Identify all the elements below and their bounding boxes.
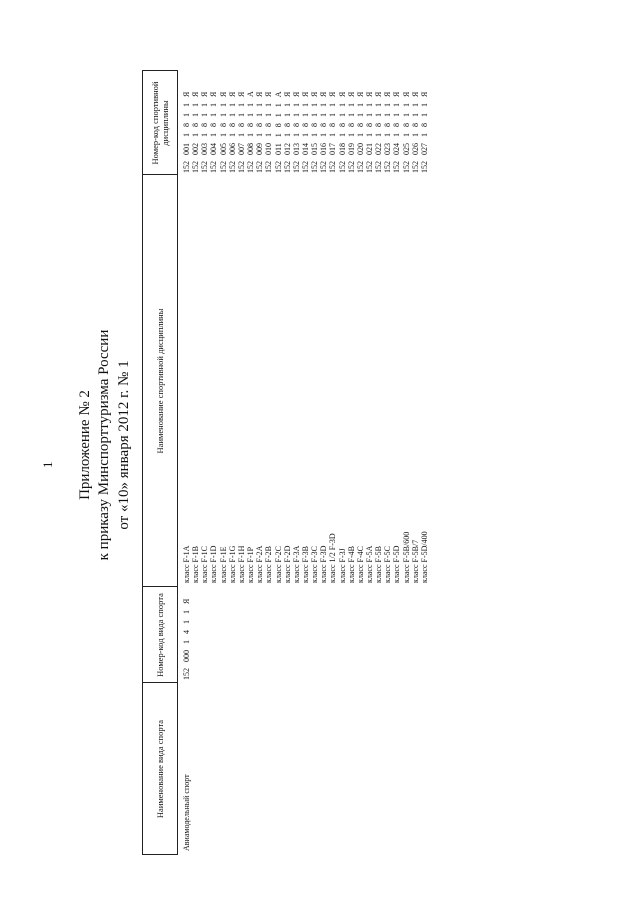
- discipline-code: 152 005 1 8 1 1 Я: [218, 91, 228, 173]
- discipline-code: 152 024 1 8 1 1 Я: [392, 91, 402, 173]
- discipline-name: класс F-5B/7: [410, 539, 420, 583]
- discipline-name: класс 1/2 F-3D: [328, 533, 338, 583]
- discipline-name: класс F-2D: [282, 545, 292, 583]
- discipline-code: 152 007 1 8 1 1 Я: [236, 91, 246, 173]
- column-header-discipline-code: Номер-код спортивной дисциплины: [150, 81, 170, 165]
- table-header-bottom: [177, 70, 178, 855]
- appendix-title: Приложение № 2: [77, 390, 93, 500]
- discipline-code: 152 004 1 8 1 1 Я: [209, 91, 219, 173]
- discipline-code: 152 008 1 8 1 1 А: [246, 91, 256, 173]
- discipline-name: класс F-1C: [200, 546, 210, 583]
- discipline-name: класс F-1H: [236, 545, 246, 583]
- column-header-sport-code: Номер-код вида спорта: [155, 593, 165, 677]
- discipline-code: 152 010 1 8 1 1 Я: [264, 91, 274, 173]
- discipline-code: 152 023 1 8 1 1 Я: [383, 91, 393, 173]
- discipline-name: класс F-5B/600: [401, 531, 411, 583]
- discipline-code: 152 002 1 8 1 1 Я: [191, 91, 201, 173]
- sport-code-cell: 152 000 1 4 1 1 Я: [182, 598, 191, 680]
- table-border-top: [142, 70, 143, 855]
- discipline-code: 152 014 1 8 1 1 Я: [300, 91, 310, 173]
- table-border-left: [142, 854, 177, 855]
- discipline-code: 152 003 1 8 1 1 Я: [200, 91, 210, 173]
- order-reference: к приказу Минспорттуризма России: [96, 329, 112, 561]
- discipline-name: класс F-2C: [273, 546, 283, 583]
- discipline-code: 152 009 1 8 1 1 Я: [255, 91, 265, 173]
- discipline-code: 152 021 1 8 1 1 Я: [365, 91, 374, 173]
- discipline-name: класс F-2A: [255, 545, 265, 583]
- discipline-name: класс F-1B: [191, 546, 201, 583]
- discipline-code: 152 012 1 8 1 1 Я: [282, 91, 292, 173]
- discipline-code: 152 019 1 8 1 1 Я: [346, 91, 356, 173]
- discipline-name: класс F-3C: [310, 546, 320, 583]
- table-border-right: [142, 70, 177, 71]
- discipline-name: класс F-4B: [346, 546, 356, 583]
- discipline-name: класс F-5D/400: [419, 531, 429, 583]
- discipline-code: 152 022 1 8 1 1 Я: [374, 91, 384, 173]
- discipline-code: 152 015 1 8 1 1 Я: [310, 91, 320, 173]
- discipline-code: 152 006 1 8 1 1 Я: [227, 91, 237, 173]
- discipline-name: класс F-3D: [319, 545, 329, 583]
- discipline-code: 152 025 1 8 1 1 Я: [401, 91, 411, 173]
- discipline-code: 152 001 1 8 1 1 Я: [182, 91, 191, 173]
- discipline-name: класс F-3B: [300, 546, 310, 583]
- discipline-name: класс F-5D: [392, 545, 402, 583]
- table-divider-3: [142, 174, 177, 175]
- table-divider-2: [142, 586, 177, 587]
- column-header-discipline-name: Наименование спортивной дисциплины: [155, 308, 165, 454]
- discipline-code: 152 027 1 8 1 1 Я: [419, 91, 429, 173]
- order-date: от «10» января 2012 г. № 1: [116, 360, 132, 530]
- table-divider-1: [142, 682, 177, 683]
- discipline-name: класс F-1A: [182, 545, 191, 583]
- discipline-name: класс F-2B: [264, 546, 274, 583]
- discipline-name: класс F-4C: [355, 546, 365, 583]
- discipline-code: 152 016 1 8 1 1 Я: [319, 91, 329, 173]
- discipline-name: класс F-1E: [218, 546, 228, 583]
- column-header-sport-name: Наименование вида спорта: [155, 719, 165, 819]
- discipline-name: класс F-5C: [383, 546, 393, 583]
- discipline-name: класс F-3J: [337, 548, 347, 583]
- discipline-name: класс F-1P: [246, 546, 256, 583]
- sport-name-cell: Авиамодельный спорт: [182, 774, 191, 851]
- discipline-name: класс F-5B: [374, 546, 384, 583]
- discipline-code: 152 018 1 8 1 1 Я: [337, 91, 347, 173]
- discipline-code: 152 020 1 8 1 1 Я: [355, 91, 365, 173]
- discipline-name: класс F-5A: [365, 545, 374, 583]
- discipline-name: класс F-1D: [209, 545, 219, 583]
- discipline-name: класс F-1G: [227, 545, 237, 583]
- discipline-name: класс F-3A: [291, 545, 301, 583]
- discipline-code: 152 011 1 8 1 1 А: [273, 91, 283, 173]
- discipline-code: 152 013 1 8 1 1 Я: [291, 91, 301, 173]
- discipline-code: 152 017 1 8 1 1 Я: [328, 91, 338, 173]
- discipline-code: 152 026 1 8 1 1 Я: [410, 91, 420, 173]
- page-number: 1: [40, 461, 55, 468]
